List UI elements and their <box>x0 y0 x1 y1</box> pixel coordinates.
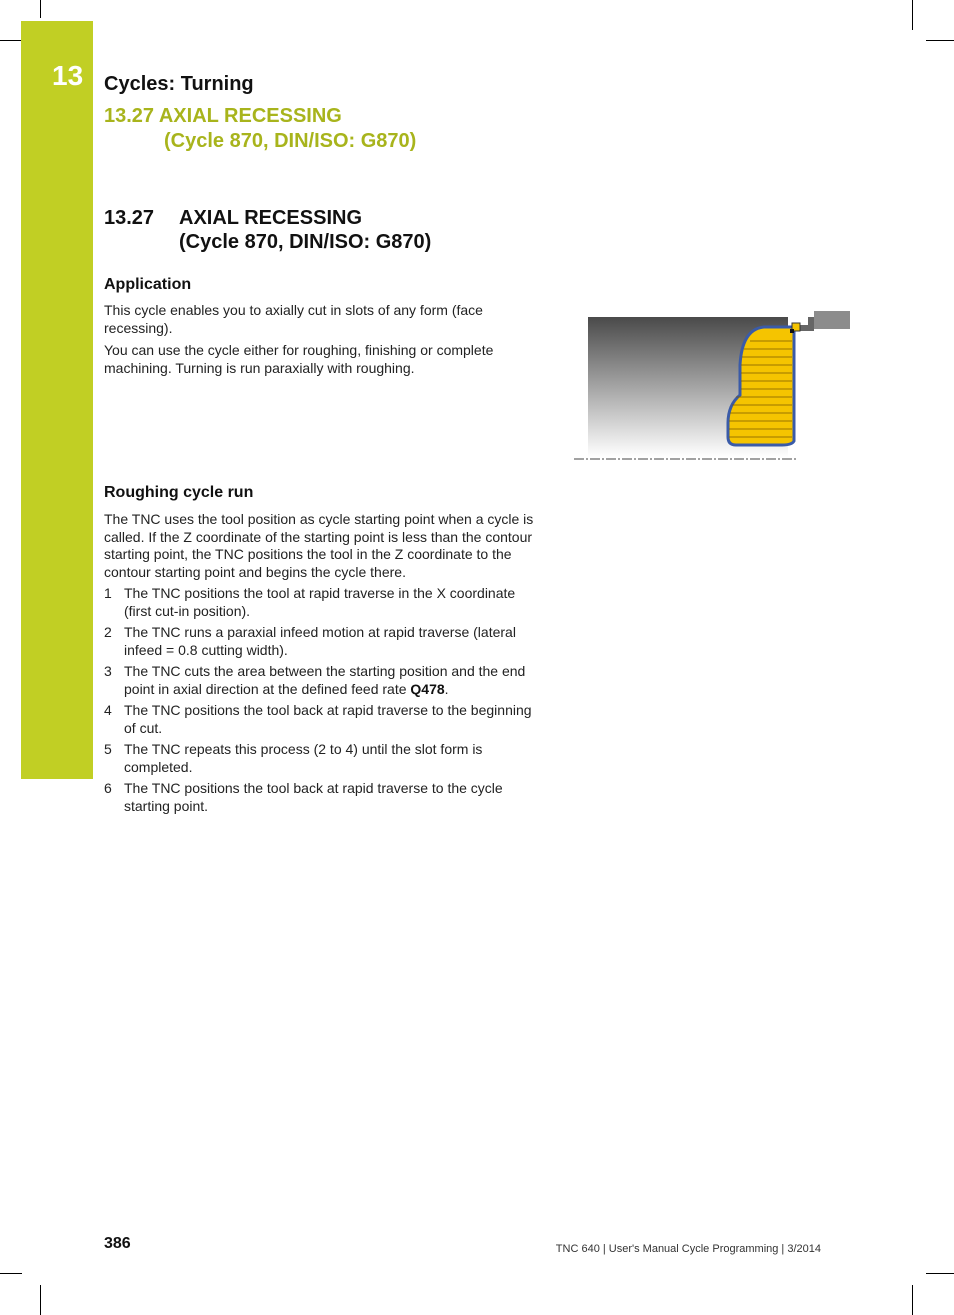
tool-holder <box>814 311 850 329</box>
crop-mark <box>40 1285 41 1315</box>
list-item: 4 The TNC positions the tool back at rapid traverse to the beginning of cut. <box>104 702 532 736</box>
section-heading <box>104 206 431 254</box>
application-para-2: You can use the cycle either for roughing, finishing or complete machining. Turning is run paraxially with roughing. <box>104 342 494 376</box>
section-title-line1: AXIAL RECESSING <box>179 207 362 229</box>
chapter-number: 13 <box>52 60 84 91</box>
crop-mark <box>40 0 41 18</box>
list-item: 3 The TNC cuts the area between the starting position and the end point in axial direction at the defined feed rate Q478. <box>104 663 526 697</box>
q478-parameter: Q478 <box>410 680 445 697</box>
tool-tip-marker <box>790 329 794 333</box>
roughing-steps <box>104 585 544 819</box>
running-header-section-line2: (Cycle 870, DIN/ISO: G870) <box>164 130 417 152</box>
list-item: 1 The TNC positions the tool at rapid traverse in the X coordinate (first cut-in position). <box>104 585 516 619</box>
list-item: 5 The TNC repeats this process (2 to 4) until the slot form is completed. <box>104 741 483 775</box>
application-heading: Application <box>104 276 192 293</box>
crop-mark <box>912 0 913 30</box>
list-item: 6 The TNC positions the tool back at rapid traverse to the cycle starting point. <box>104 780 503 814</box>
roughing-heading: Roughing cycle run <box>104 484 254 501</box>
recessing-figure <box>572 305 852 465</box>
crop-mark <box>926 40 954 41</box>
running-header-section-line1: 13.27 AXIAL RECESSING <box>104 105 342 127</box>
crop-mark <box>926 1273 954 1274</box>
section-number: 13.27 <box>104 207 155 229</box>
application-para-1: This cycle enables you to axially cut in slots of any form (face recessing). <box>104 302 483 336</box>
running-header-section <box>104 104 416 154</box>
running-header-title: Cycles: Turning <box>104 73 254 95</box>
footer-text: TNC 640 | User's Manual Cycle Programming | 3/2014 <box>555 1243 821 1255</box>
chapter-tab <box>21 21 93 779</box>
crop-mark <box>0 40 22 41</box>
roughing-intro: The TNC uses the tool position as cycle starting point when a cycle is called. If the Z coordinate of the starting point is less than the contour starting point, the TNC positions the tool in the Z coordinate to the contour starting point and begins the cycle there. <box>104 511 534 580</box>
section-title-line2: (Cycle 870, DIN/ISO: G870) <box>179 231 432 253</box>
page-number: 386 <box>104 1235 131 1252</box>
crop-mark <box>912 1285 913 1315</box>
list-item: 2 The TNC runs a paraxial infeed motion at rapid traverse (lateral infeed = 0.8 cutting width). <box>104 624 516 658</box>
crop-mark <box>0 1273 22 1274</box>
